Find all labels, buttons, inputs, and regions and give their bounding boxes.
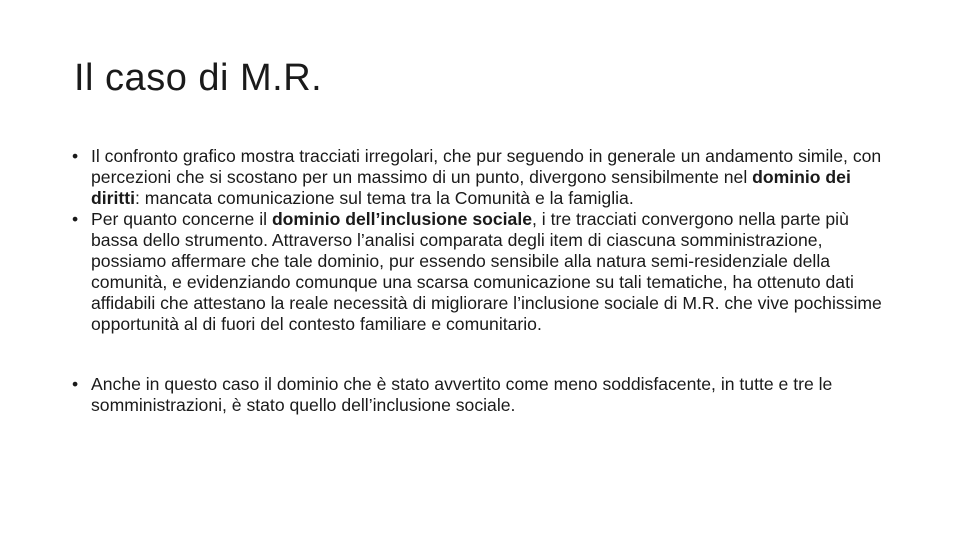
bullet-dot-icon: • <box>72 374 79 394</box>
bullet-bold-term: dominio dell’inclusione sociale <box>271 209 532 229</box>
bullet-item-inclusione <box>72 209 892 335</box>
bullet-dot-icon: • <box>72 146 79 166</box>
bullet-text: , i tre tracciati convergono nella parte più bassa dello strumento. Attraverso l’analisi comparata degli item di ciascuna somministrazione, possiamo affermare che tale dominio, pur essendo sensibile alla natura semi-residenziale della comunità, e evidenziando comunque una scarsa comunicazione su tali tematiche, ha ottenuto dati affidabili che attestano la reale necessità di migliorare l’inclusione sociale di M.R. che vive pochissime opportunità al di fuori del contesto familiare e comunitario. <box>91 209 882 334</box>
bullet-list <box>72 146 892 416</box>
bullet-text: : mancata comunicazione sul tema tra la Comunità e la famiglia. <box>134 188 634 208</box>
bullet-dot-icon: • <box>72 209 79 229</box>
bullet-bold-term: dominio dei diritti <box>91 167 851 208</box>
bullet-text: Il confronto grafico mostra tracciati irregolari, che pur seguendo in generale un andamento simile, con percezioni che si scostano per un massimo di un punto, divergono sensibilmente nel <box>91 146 882 187</box>
slide-title: Il caso di M.R. <box>74 57 323 99</box>
bullet-item-conclusione <box>72 374 892 416</box>
bullet-item-diritti <box>72 146 892 209</box>
bullet-text: Per quanto concerne il <box>91 209 272 229</box>
bullet-text: Anche in questo caso il dominio che è stato avvertito come meno soddisfacente, in tutte e tre le somministrazioni, è stato quello dell’inclusione sociale. <box>91 374 833 415</box>
